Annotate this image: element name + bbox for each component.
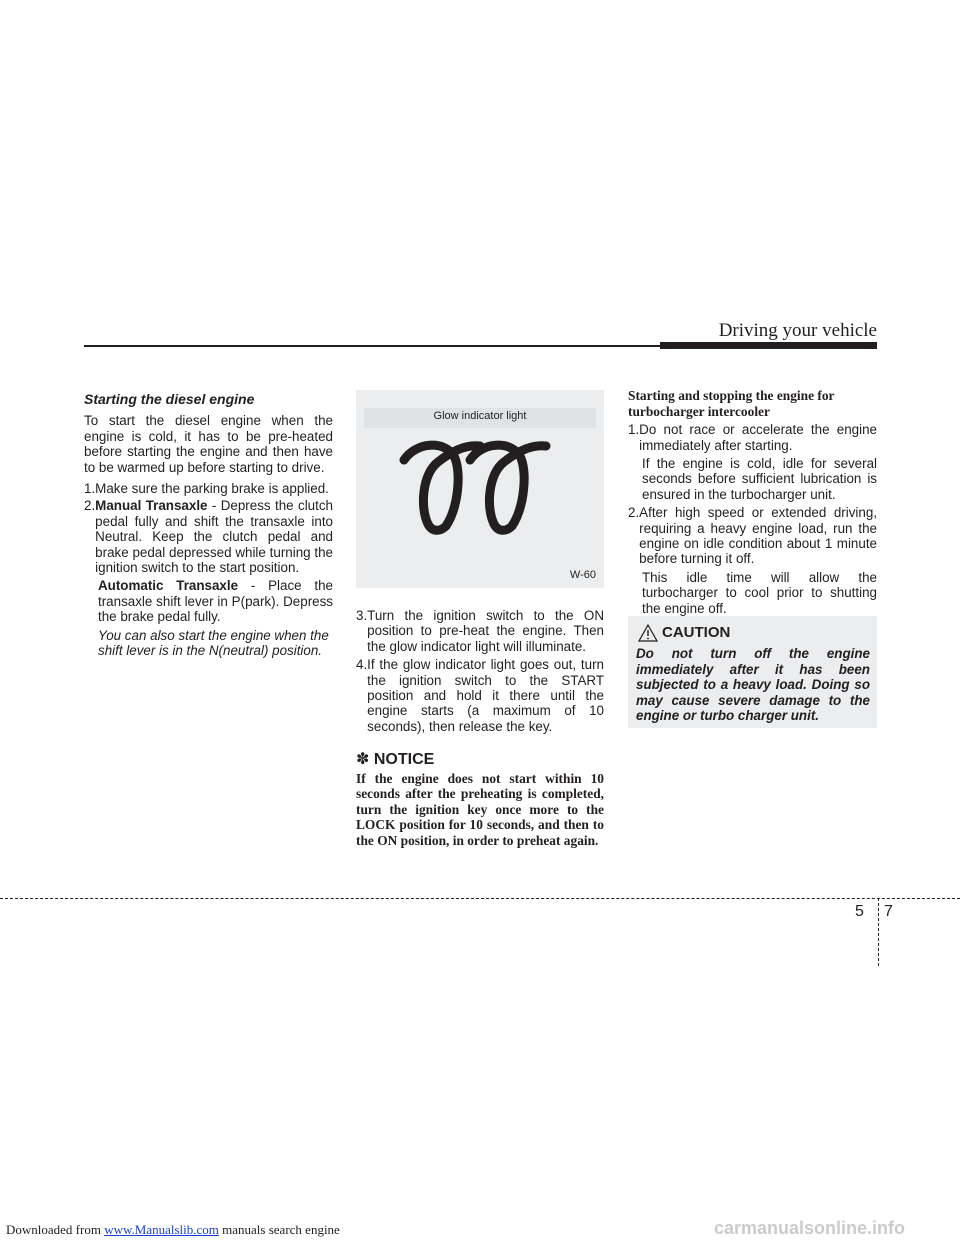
turbo-step-1-text: Do not race or accelerate the engine immediately after starting. (639, 422, 877, 453)
notice-heading (356, 752, 604, 767)
footer-dashed-line (0, 898, 960, 899)
left-column (84, 392, 333, 659)
turbo-step-1 (628, 422, 877, 453)
header-bar (660, 342, 877, 349)
caution-text: Do not turn off the engine immediately after it has been subjected to a heavy load. Doing so may cause severe damage to the engine or turbo charger unit. (636, 646, 870, 723)
intro-paragraph: To start the diesel engine when the engine is cold, it has to be pre-heated before starting the engine and then have to be warmed up before starting to drive. (84, 413, 333, 475)
figure-caption: Glow indicator light (433, 410, 527, 422)
notice-text: If the engine does not start within 10 seconds after the preheating is completed, turn the ignition key once more to the LOCK position for 10 seconds, and then to the ON position, in order to preheat again. (356, 770, 604, 849)
notice-icon: ✽ (356, 751, 370, 769)
step-2-number: 2. (84, 498, 96, 514)
heading-diesel: Starting the diesel engine (84, 391, 255, 407)
chapter-number: 5 (855, 903, 864, 920)
glow-indicator-figure (356, 390, 604, 588)
right-column (628, 388, 877, 616)
middle-column (356, 608, 604, 849)
step-4-text: If the glow indicator light goes out, turn the ignition switch to the START position and hold it there until the engine starts (a maximum of 10 seconds), then release the key. (367, 657, 604, 734)
automatic-note: You can also start the engine when the shift lever is in the N(neutral) position. (98, 627, 329, 659)
step-1-text: Make sure the parking brake is applied. (95, 481, 329, 497)
manualslib-link[interactable]: www.Manualslib.com (104, 1222, 219, 1237)
turbo-step-2-number: 2. (628, 505, 640, 521)
turbo-step-2 (628, 505, 877, 567)
step-2 (84, 498, 333, 575)
download-line (6, 1222, 340, 1238)
download-prefix: Downloaded from (6, 1222, 105, 1237)
automatic-text: - Place the transaxle shift lever in P(park). Depress the brake pedal fully. (98, 578, 334, 625)
footer-vertical-dash (878, 898, 879, 966)
section-title: Driving your vehicle (718, 320, 877, 341)
caution-box (628, 616, 877, 728)
automatic-label: Automatic Transaxle (98, 578, 239, 594)
page-number: 7 (884, 903, 893, 920)
step-2-text: - Depress the clutch pedal fully and shift the transaxle into Neutral. Keep the clutch pedal and brake pedal depressed while turning the ignition switch to the start position. (95, 498, 333, 576)
step-4 (356, 657, 604, 734)
warning-triangle-icon (638, 624, 658, 642)
automatic-transaxle (84, 578, 333, 624)
turbo-step-1-sub: If the engine is cold, idle for several seconds before sufficient lubrication is ensured in the turbocharger unit. (642, 456, 877, 502)
step-2-label: Manual Transaxle (95, 498, 208, 514)
turbo-step-1-number: 1. (628, 422, 640, 438)
step-3-number: 3. (356, 608, 368, 623)
watermark: carmanualsonline.info (714, 1218, 906, 1238)
step-1-number: 1. (84, 481, 96, 497)
notice-title: NOTICE (373, 751, 435, 769)
turbo-step-2-sub: This idle time will allow the turbocharger to cool prior to shutting the engine off. (642, 569, 877, 616)
step-4-number: 4. (356, 657, 368, 673)
step-3 (356, 608, 604, 654)
caution-title: CAUTION (662, 624, 731, 641)
download-suffix: manuals search engine (218, 1222, 340, 1237)
step-3-text: Turn the ignition switch to the ON position to pre-heat the engine. Then the glow indicator light will illuminate. (367, 608, 604, 654)
heading-turbo: Starting and stopping the engine for turbocharger intercooler (628, 388, 835, 419)
step-1 (84, 481, 333, 496)
figure-code: W-60 (569, 569, 596, 581)
turbo-step-2-text: After high speed or extended driving, requiring a heavy engine load, run the engine on idle condition about 1 minute before turning it off. (639, 505, 877, 567)
glow-plug-icon (396, 438, 556, 538)
